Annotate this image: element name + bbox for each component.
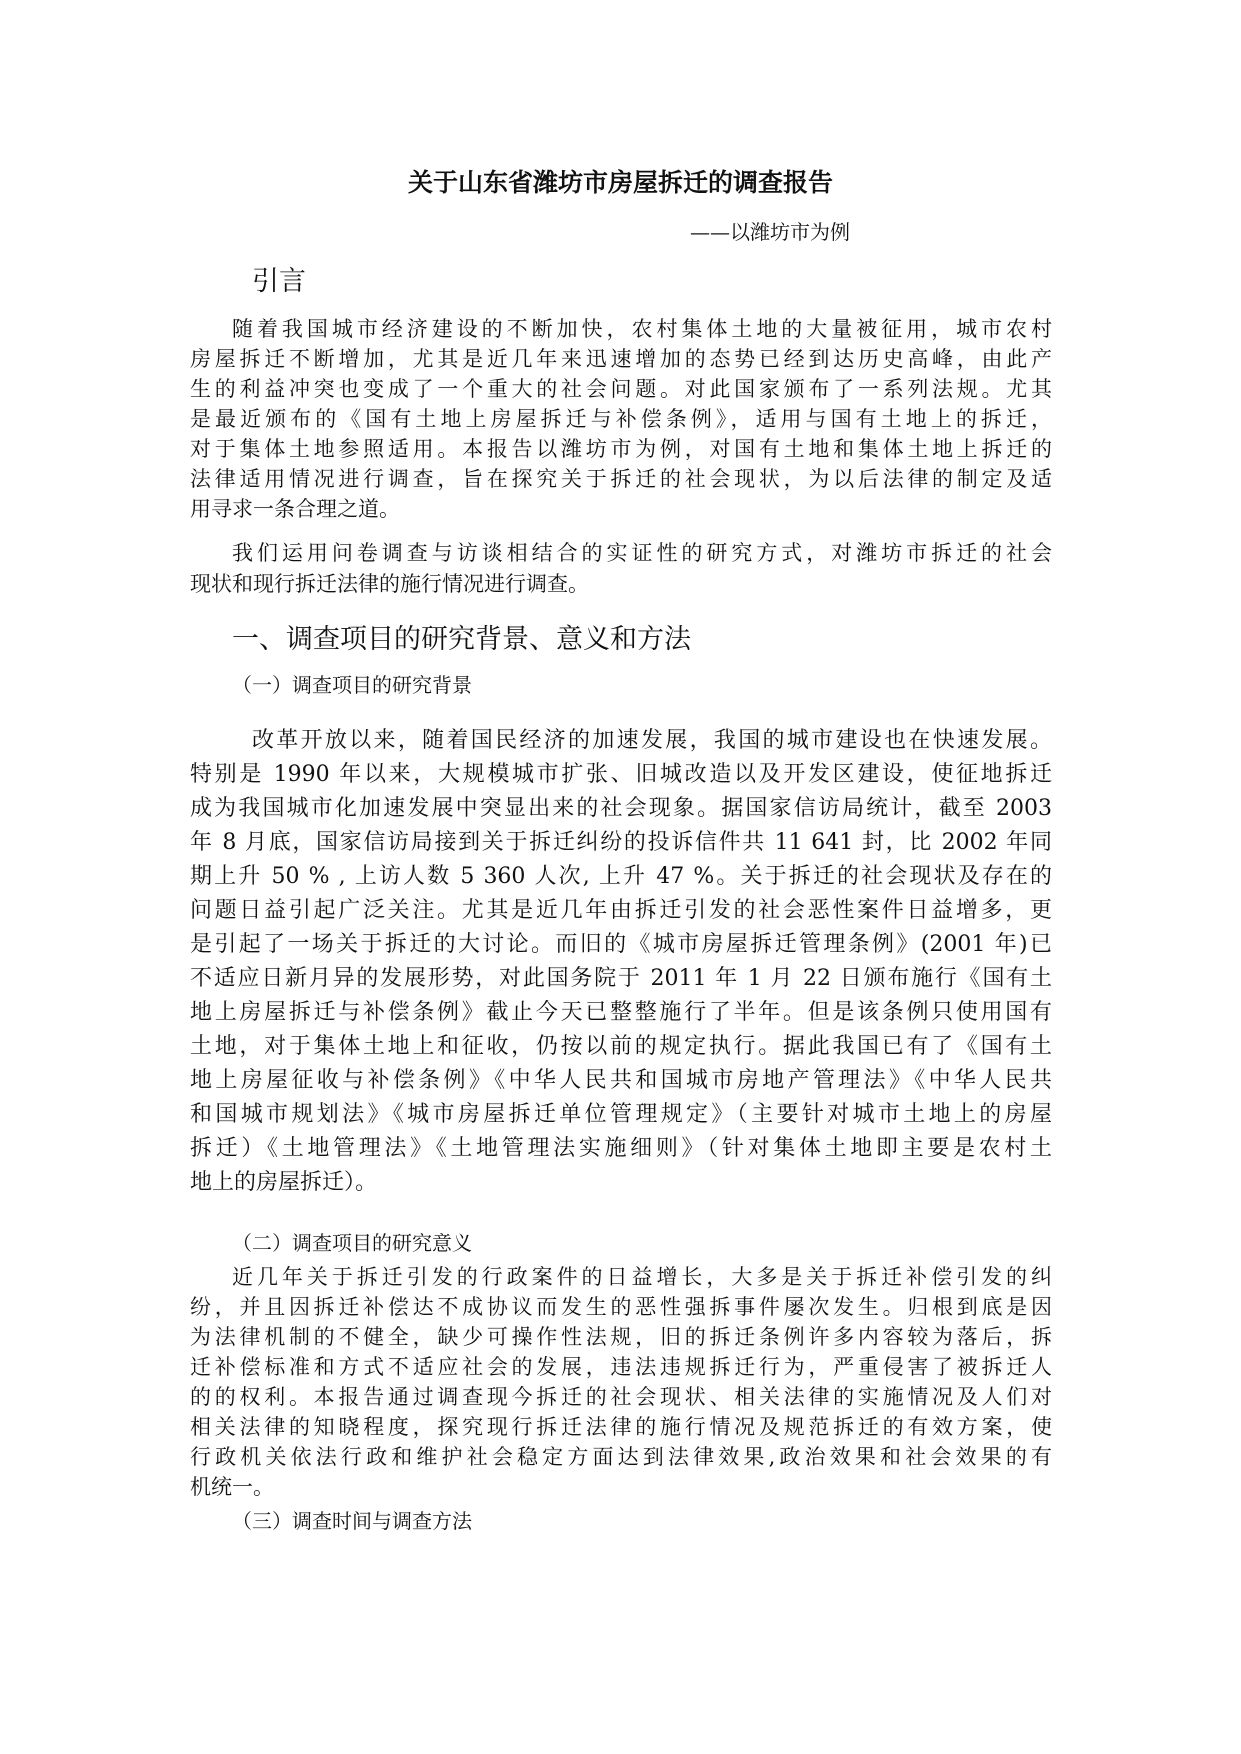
text-line: 房屋拆迁不断增加，尤其是近几年来迅速增加的态势已经到达历史高峰，由此产 [190,347,1052,371]
text-line: 改革开放以来，随着国民经济的加速发展，我国的城市建设也在快速发展。 [252,728,1052,753]
text-line: 成为我国城市化加速发展中突显出来的社会现象。据国家信访局统计，截至 2003 [190,796,1052,821]
text-line: 问题日益引起广泛关注。尤其是近几年由拆迁引发的社会恶性案件日益增多，更 [190,898,1052,923]
text-line: 特别是 1990 年以来，大规模城市扩张、旧城改造以及开发区建设，使征地拆迁 [190,762,1052,787]
text-line: 用寻求一条合理之道。 [190,497,400,521]
text-line: 纷，并且因拆迁补偿达不成协议而发生的恶性强拆事件屡次发生。归根到底是因 [190,1295,1052,1319]
subsection-1-heading: （一）调查项目的研究背景 [232,673,472,697]
text-line: 为法律机制的不健全，缺少可操作性法规，旧的拆迁条例许多内容较为落后，拆 [190,1325,1052,1349]
subsection-3-heading: （三）调查时间与调查方法 [232,1509,472,1533]
text-line: 行政机关依法行政和维护社会稳定方面达到法律效果,政治效果和社会效果的有 [190,1445,1052,1469]
text-line: 迁补偿标准和方式不适应社会的发展，违法违规拆迁行为，严重侵害了被拆迁人 [190,1355,1052,1379]
text-line: 是最近颁布的《国有土地上房屋拆迁与补偿条例》，适用与国有土地上的拆迁， [190,407,1052,431]
text-line: 期上升 50 % , 上访人数 5 360 人次, 上升 47 %。关于拆迁的社会现状及存在的 [190,864,1052,889]
text-line: 地上的房屋拆迁）。 [190,1170,378,1195]
text-line: 年 8 月底，国家信访局接到关于拆迁纠纷的投诉信件共 11 641 封，比 2002 年同 [190,830,1052,855]
text-line: 土地，对于集体土地上和征收，仍按以前的规定执行。据此我国已有了《国有土 [190,1034,1052,1059]
text-line: 机统一。 [190,1475,274,1499]
intro-heading: 引言 [252,266,306,297]
text-line: 是引起了一场关于拆迁的大讨论。而旧的《城市房屋拆迁管理条例》(2001 年)已 [190,932,1052,957]
text-line: 拆迁）《土地管理法》《土地管理法实施细则》（针对集体土地即主要是农村土 [190,1136,1052,1161]
subsection-2-heading: （二）调查项目的研究意义 [232,1231,472,1255]
text-line: 地上房屋征收与补偿条例》《中华人民共和国城市房地产管理法》《中华人民共 [190,1068,1052,1093]
text-line: 地上房屋拆迁与补偿条例》截止今天已整整施行了半年。但是该条例只使用国有 [190,1000,1052,1025]
text-line: 对于集体土地参照适用。本报告以潍坊市为例，对国有土地和集体土地上拆迁的 [190,437,1052,461]
text-line: 不适应日新月异的发展形势，对此国务院于 2011 年 1 月 22 日颁布施行《国有土 [190,966,1052,991]
text-line: 随着我国城市经济建设的不断加快，农村集体土地的大量被征用，城市农村 [232,317,1052,341]
text-line: 现状和现行拆迁法律的施行情况进行调查。 [190,572,589,596]
document-title: 关于山东省潍坊市房屋拆迁的调查报告 [407,168,833,197]
text-line: 生的利益冲突也变成了一个重大的社会问题。对此国家颁布了一系列法规。尤其 [190,377,1052,401]
text-line: 和国城市规划法》《城市房屋拆迁单位管理规定》（主要针对城市土地上的房屋 [190,1102,1052,1127]
text-line: 法律适用情况进行调查，旨在探究关于拆迁的社会现状，为以后法律的制定及适 [190,467,1052,491]
text-line: 相关法律的知晓程度，探究现行拆迁法律的施行情况及规范拆迁的有效方案，使 [190,1415,1052,1439]
text-line: 我们运用问卷调查与访谈相结合的实证性的研究方式，对潍坊市拆迁的社会 [232,541,1052,565]
section-1-heading: 一、调查项目的研究背景、意义和方法 [232,624,691,655]
document-subtitle: ——以潍坊市为例 [690,220,850,244]
text-line: 近几年关于拆迁引发的行政案件的日益增长，大多是关于拆迁补偿引发的纠 [232,1265,1052,1289]
text-line: 的的权利。本报告通过调查现今拆迁的社会现状、相关法律的实施情况及人们对 [190,1385,1052,1409]
